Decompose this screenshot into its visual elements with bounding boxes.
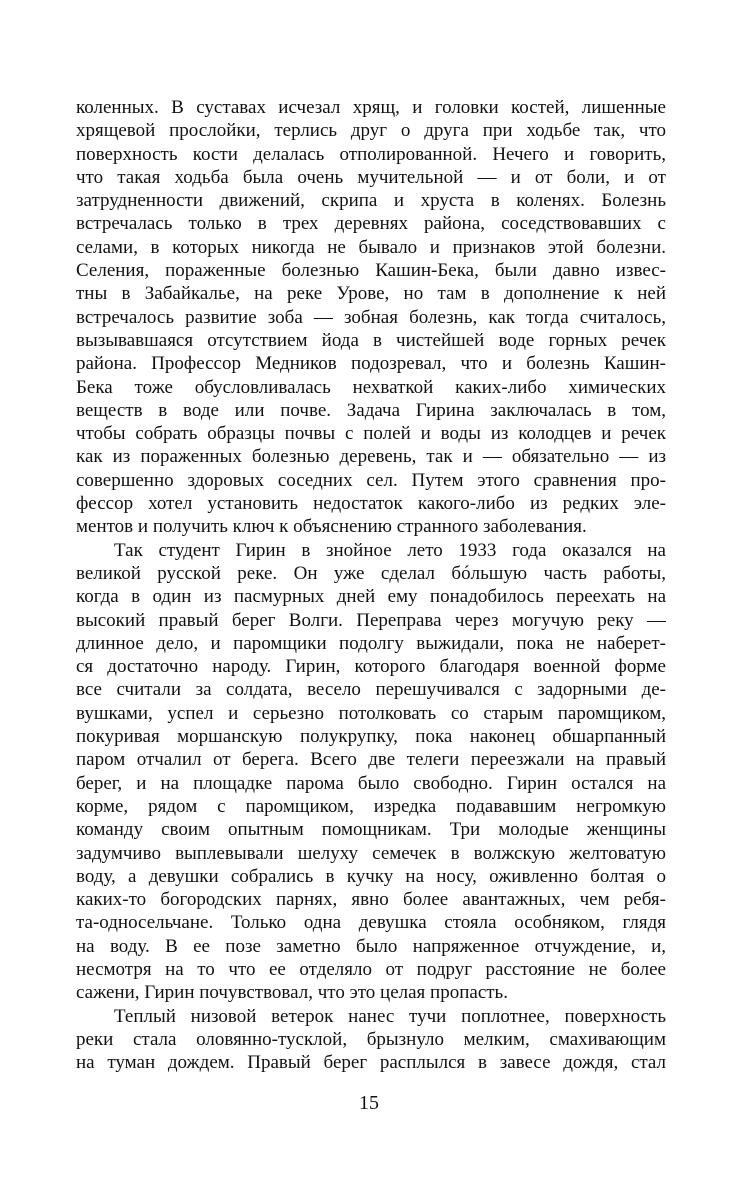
text-line: каких-то богородских парнях, явно более авантажных, чем ребя- (76, 889, 666, 911)
text-line: та-односельчане. Только одна девушка стояла особняком, глядя (76, 912, 666, 934)
text-line: вызывавшаяся отсутствием йода в чистейшей воде горных речек (76, 329, 666, 351)
paragraph (76, 96, 666, 539)
text-line: длинное дело, и паромщики подолгу выжидали, пока не наберет- (76, 632, 666, 654)
text-line: когда в один из пасмурных дней ему понадобилось переехать на (76, 586, 666, 608)
text-line: ментов и получить ключ к объяснению странного заболевания. (76, 516, 587, 538)
text-line: встречалась только в трех деревнях района, соседствовавших с (76, 213, 666, 235)
text-line: Так студент Гирин в знойное лето 1933 года оказался на (114, 539, 666, 561)
text-line: коленных. В суставах исчезал хрящ, и головки костей, лишенные (76, 97, 666, 118)
text-line: совершенно здоровых соседних сел. Путем этого сравнения про- (76, 469, 666, 491)
text-line: поверхность кости делалась отполированной. Нечего и говорить, (76, 143, 666, 165)
text-line: чтобы собрать образцы почвы с полей и воды из колодцев и речек (76, 423, 666, 445)
text-line: паром отчалил от берега. Всего две телеги переезжали на правый (76, 749, 666, 771)
text-line: тны в Забайкалье, на реке Урове, но там в дополнение к ней (76, 283, 666, 305)
text-line: великой русской реке. Он уже сделал бóльшую часть работы, (76, 562, 666, 584)
text-line: хрящевой прослойки, терлись друг о друга при ходьбе так, что (76, 120, 666, 142)
text-line: встречалось развитие зоба — зобная болезнь, как тогда считалось, (76, 306, 666, 328)
paragraph (76, 1005, 666, 1075)
text-line: Селения, пораженные болезнью Кашин-Бека, были давно извес- (76, 260, 666, 282)
text-line: на туман дождем. Правый берег расплылся в завесе дождя, стал (76, 1052, 666, 1074)
text-line: берег, и на площадке парома было свободно. Гирин остался на (76, 772, 666, 794)
text-line: как из пораженных болезнью деревень, так и — обязательно — из (76, 446, 666, 468)
text-line: района. Профессор Медников подозревал, что и болезнь Кашин- (76, 353, 666, 375)
text-line: высокий правый берег Волги. Переправа через могучую реку — (76, 609, 666, 631)
text-line: задумчиво выплевывали шелуху семечек в волжскую желтоватую (76, 842, 666, 864)
text-body (76, 96, 666, 1074)
text-line: ся достаточно народу. Гирин, которого благодаря военной форме (76, 656, 666, 678)
text-line: покуривая моршанскую полукрупку, пока наконец обшарпанный (76, 726, 666, 748)
text-line: команду своим опытным помощникам. Три молодые женщины (76, 819, 666, 841)
text-line: селами, в которых никогда не бывало и признаков этой болезни. (76, 236, 666, 258)
text-line: Бека тоже обусловливалась нехваткой каких-либо химических (76, 376, 666, 398)
text-line: корме, рядом с паромщиком, изредка подававшим негромкую (76, 795, 666, 817)
text-line: несмотря на то что ее отделяло от подруг расстояние не более (76, 958, 666, 980)
text-line: вушками, успел и серьезно потолковать со старым паромщиком, (76, 702, 666, 724)
text-line: Теплый низовой ветерок нанес тучи поплотнее, поверхность (114, 1005, 666, 1027)
page-number: 15 (359, 1092, 379, 1114)
text-line: все считали за солдата, весело перешучивался с задорными де- (76, 679, 666, 701)
text-line: фессор хотел установить недостаток какого-либо из редких эле- (76, 493, 666, 515)
text-line: воду, а девушки собрались в кучку на носу, оживленно болтая о (76, 865, 666, 887)
text-line: сажени, Гирин почувствовал, что это целая пропасть. (76, 982, 508, 1004)
text-line: затрудненности движений, скрипа и хруста в коленях. Болезнь (76, 190, 666, 212)
text-line: веществ в воде или почве. Задача Гирина заключалась в том, (76, 399, 666, 421)
page-body (76, 96, 666, 1074)
paragraph (76, 539, 666, 1005)
text-line: что такая ходьба была очень мучительной — и от боли, и от (76, 166, 666, 188)
text-line: на воду. В ее позе заметно было напряженное отчуждение, и, (76, 935, 666, 957)
text-line: реки стала оловянно-тусклой, брызнуло мелким, смахивающим (76, 1028, 666, 1050)
